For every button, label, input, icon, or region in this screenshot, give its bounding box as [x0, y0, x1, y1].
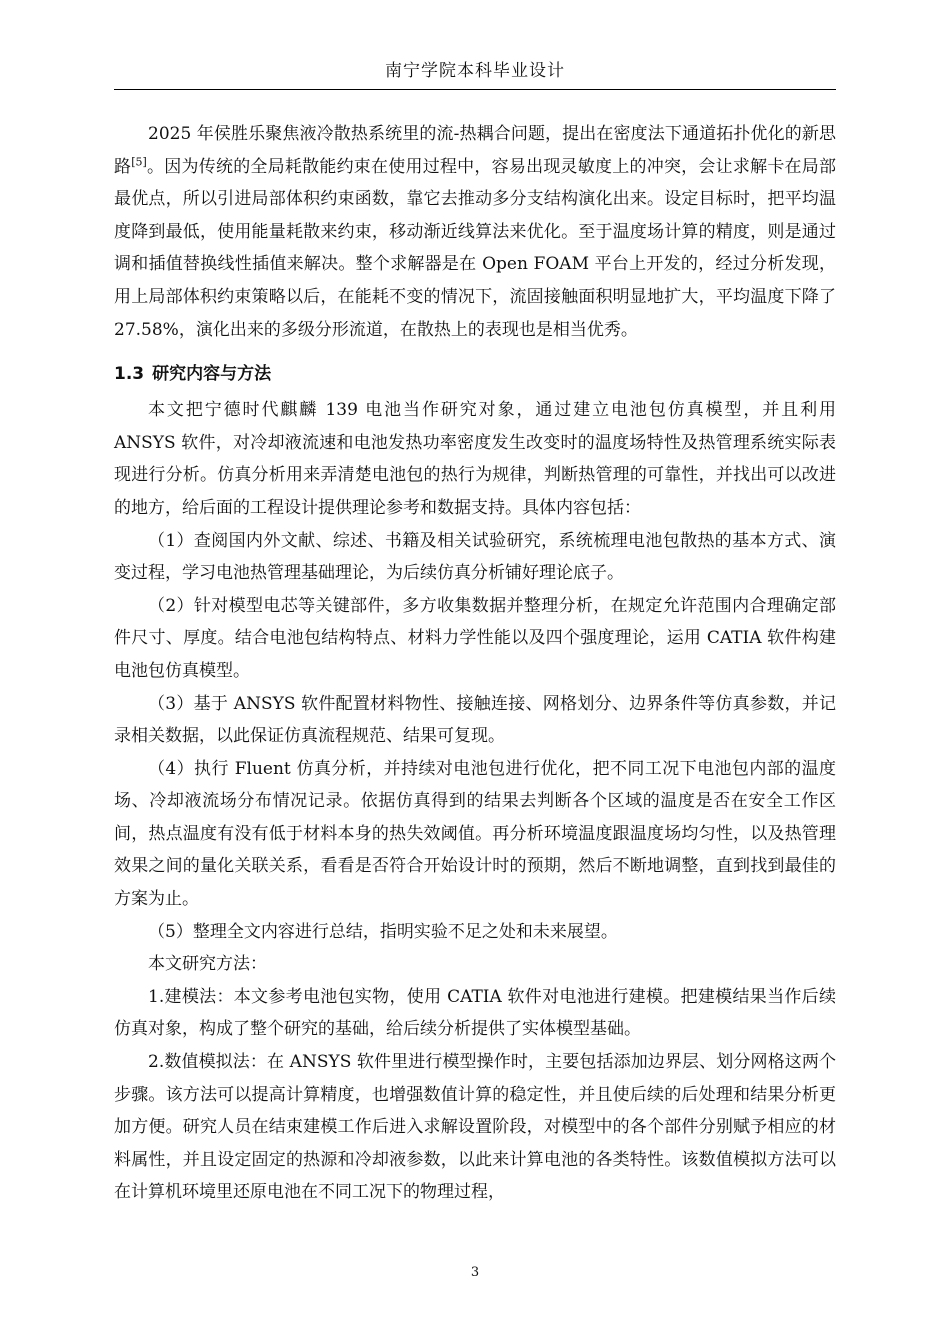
body-paragraph: 本文把宁德时代麒麟 139 电池当作研究对象，通过建立电池包仿真模型，并且利用 ANSYS 软件，对冷却液流速和电池发热功率密度发生改变时的温度场特性及热管理系统实际表现进行分析。仿真分析用来弄清楚电池包的热行为规律，判断热管理的可靠性，并找出可以改进的地方，给后面的工程设计提供理论参考和数据支持。具体内容包括：: [114, 400, 836, 518]
intro-paragraph: [114, 118, 836, 346]
method-item-1: 1.建模法：本文参考电池包实物，使用 CATIA 软件对电池进行建模。把建模结果当作后续仿真对象，构成了整个研究的基础，给后续分析提供了实体模型基础。: [114, 986, 836, 1040]
document-body: [114, 118, 836, 1209]
section-heading: [114, 358, 836, 390]
page-header: 南宁学院本科毕业设计: [114, 56, 836, 90]
methods-intro: 本文研究方法：: [148, 954, 267, 975]
citation-marker: [5]: [131, 154, 147, 168]
page-number: 3: [470, 1265, 480, 1280]
content-item-3: （3）基于 ANSYS 软件配置材料物性、接触连接、网格划分、边界条件等仿真参数，并记录相关数据，以此保证仿真流程规范、结果可复现。: [114, 693, 836, 747]
intro-text-before-citation: 2025 年侯胜乐聚焦液冷散热系统里的流-热耦合问题，提出在密度法下通道拓扑优化的新思路: [114, 124, 836, 177]
content-item-5: （5）整理全文内容进行总结，指明实验不足之处和未来展望。: [148, 921, 618, 942]
section-title: 研究内容与方法: [152, 364, 272, 385]
section-number: 1.3: [114, 364, 145, 385]
intro-text-after-citation: 。因为传统的全局耗散能约束在使用过程中，容易出现灵敏度上的冲突，会让求解卡在局部最优点，所以引进局部体积约束函数，靠它去推动多分支结构演化出来。设定目标时，把平均温度降到最低，使用能量耗散来约束，移动渐近线算法来优化。至于温度场计算的精度，则是通过调和插值替换线性插值来解决。整个求解器是在 Open FOAM 平台上开发的，经过分析发现，用上局部体积约束策略以后，在能耗不变的情况下，流固接触面积明显地扩大，平均温度下降了 27.58%，演化出来的多级分形流道，在散热上的表现也是相当优秀。: [114, 156, 837, 340]
content-item-4: （4）执行 Fluent 仿真分析，并持续对电池包进行优化，把不同工况下电池包内部的温度场、冷却液流场分布情况记录。依据仿真得到的结果去判断各个区域的温度是否在安全工作区间，热点温度有没有低于材料本身的热失效阈值。再分析环境温度跟温度场均匀性，以及热管理效果之间的量化关联关系，看看是否符合开始设计时的预期，然后不断地调整，直到找到最佳的方案为止。: [114, 758, 836, 910]
content-item-2: （2）针对模型电芯等关键部件，多方收集数据并整理分析，在规定允许范围内合理确定部件尺寸、厚度。结合电池包结构特点、材料力学性能以及四个强度理论，运用 CATIA 软件构建电池包仿真模型。: [114, 595, 836, 681]
method-item-2: 2.数值模拟法：在 ANSYS 软件里进行模型操作时，主要包括添加边界层、划分网格这两个步骤。该方法可以提高计算精度，也增强数值计算的稳定性，并且使后续的后处理和结果分析更加方便。研究人员在结束建模工作后进入求解设置阶段，对模型中的各个部件分别赋予相应的材料属性，并且设定固定的热源和冷却液参数，以此来计算电池的各类特性。该数值模拟方法可以在计算机环境里还原电池在不同工况下的物理过程，: [114, 1052, 836, 1203]
content-item-1: （1）查阅国内外文献、综述、书籍及相关试验研究，系统梳理电池包散热的基本方式、演变过程，学习电池热管理基础理论，为后续仿真分析铺好理论底子。: [114, 530, 836, 584]
